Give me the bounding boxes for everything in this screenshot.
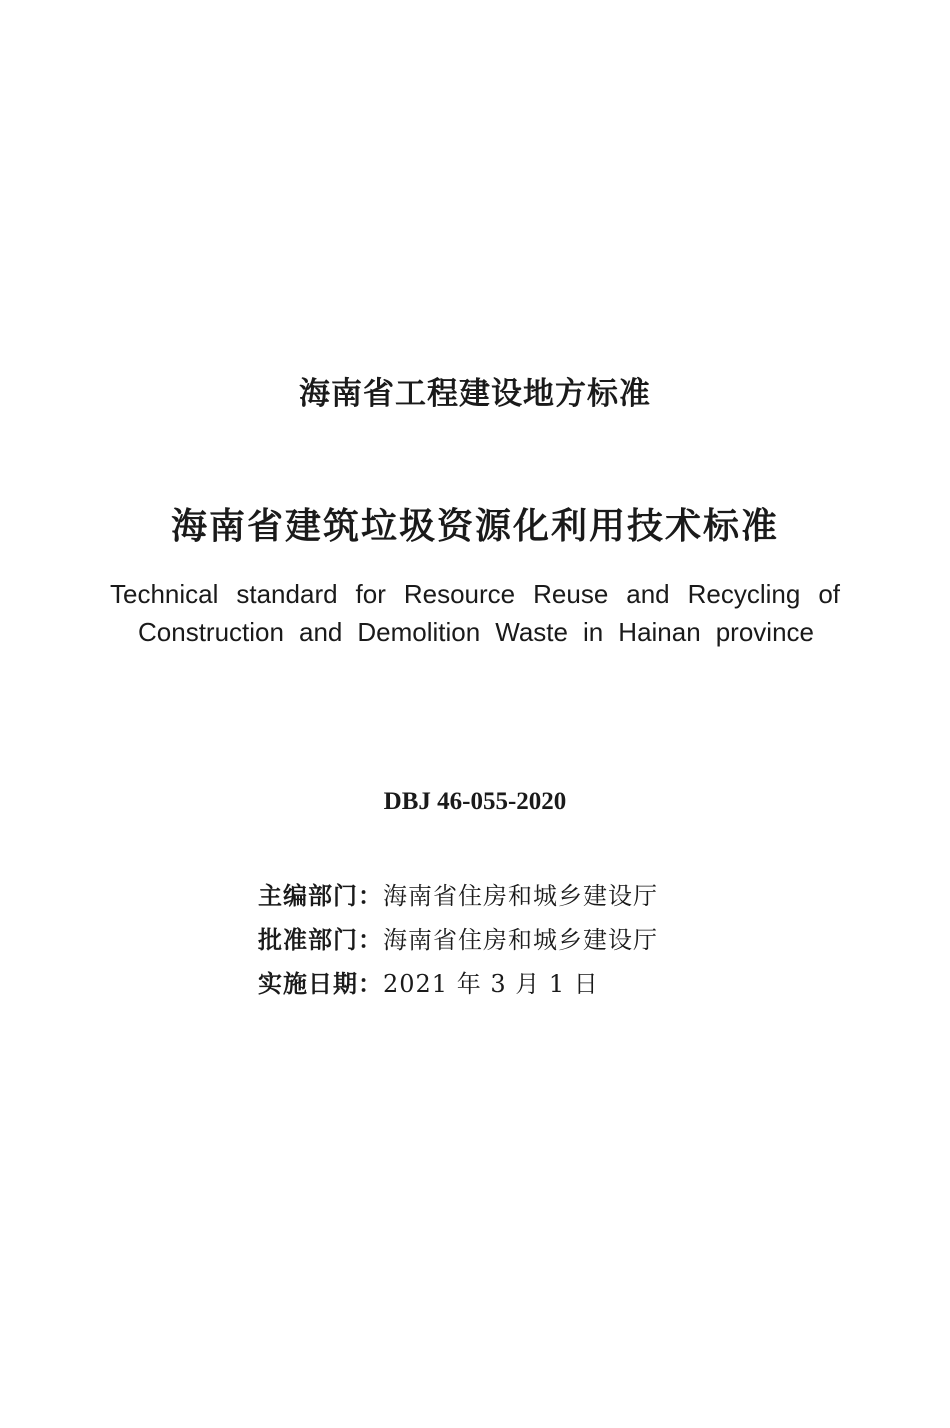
info-value-editor: 海南省住房和城乡建设厅 <box>383 882 658 910</box>
info-row-effective-date <box>258 964 818 1008</box>
standard-code: DBJ 46-055-2020 <box>383 788 567 815</box>
info-label-effective-date: 实施日期： <box>258 970 383 998</box>
info-row-editor <box>258 876 818 920</box>
info-value-effective-date: 2021 年 3 月 1 日 <box>383 970 599 998</box>
series-title: 海南省工程建设地方标准 <box>299 376 651 412</box>
english-title-line-1: Technical standard for Resource Reuse and Recycling of <box>110 579 840 609</box>
info-label-approver: 批准部门： <box>258 926 383 954</box>
english-title-line-2: Construction and Demolition Waste in Hainan province <box>138 617 814 647</box>
publication-info <box>258 876 818 1008</box>
english-title <box>110 575 840 651</box>
info-label-editor: 主编部门： <box>258 882 383 910</box>
main-title: 海南省建筑垃圾资源化利用技术标准 <box>170 506 779 547</box>
info-row-approver <box>258 920 818 964</box>
info-value-approver: 海南省住房和城乡建设厅 <box>383 926 658 954</box>
